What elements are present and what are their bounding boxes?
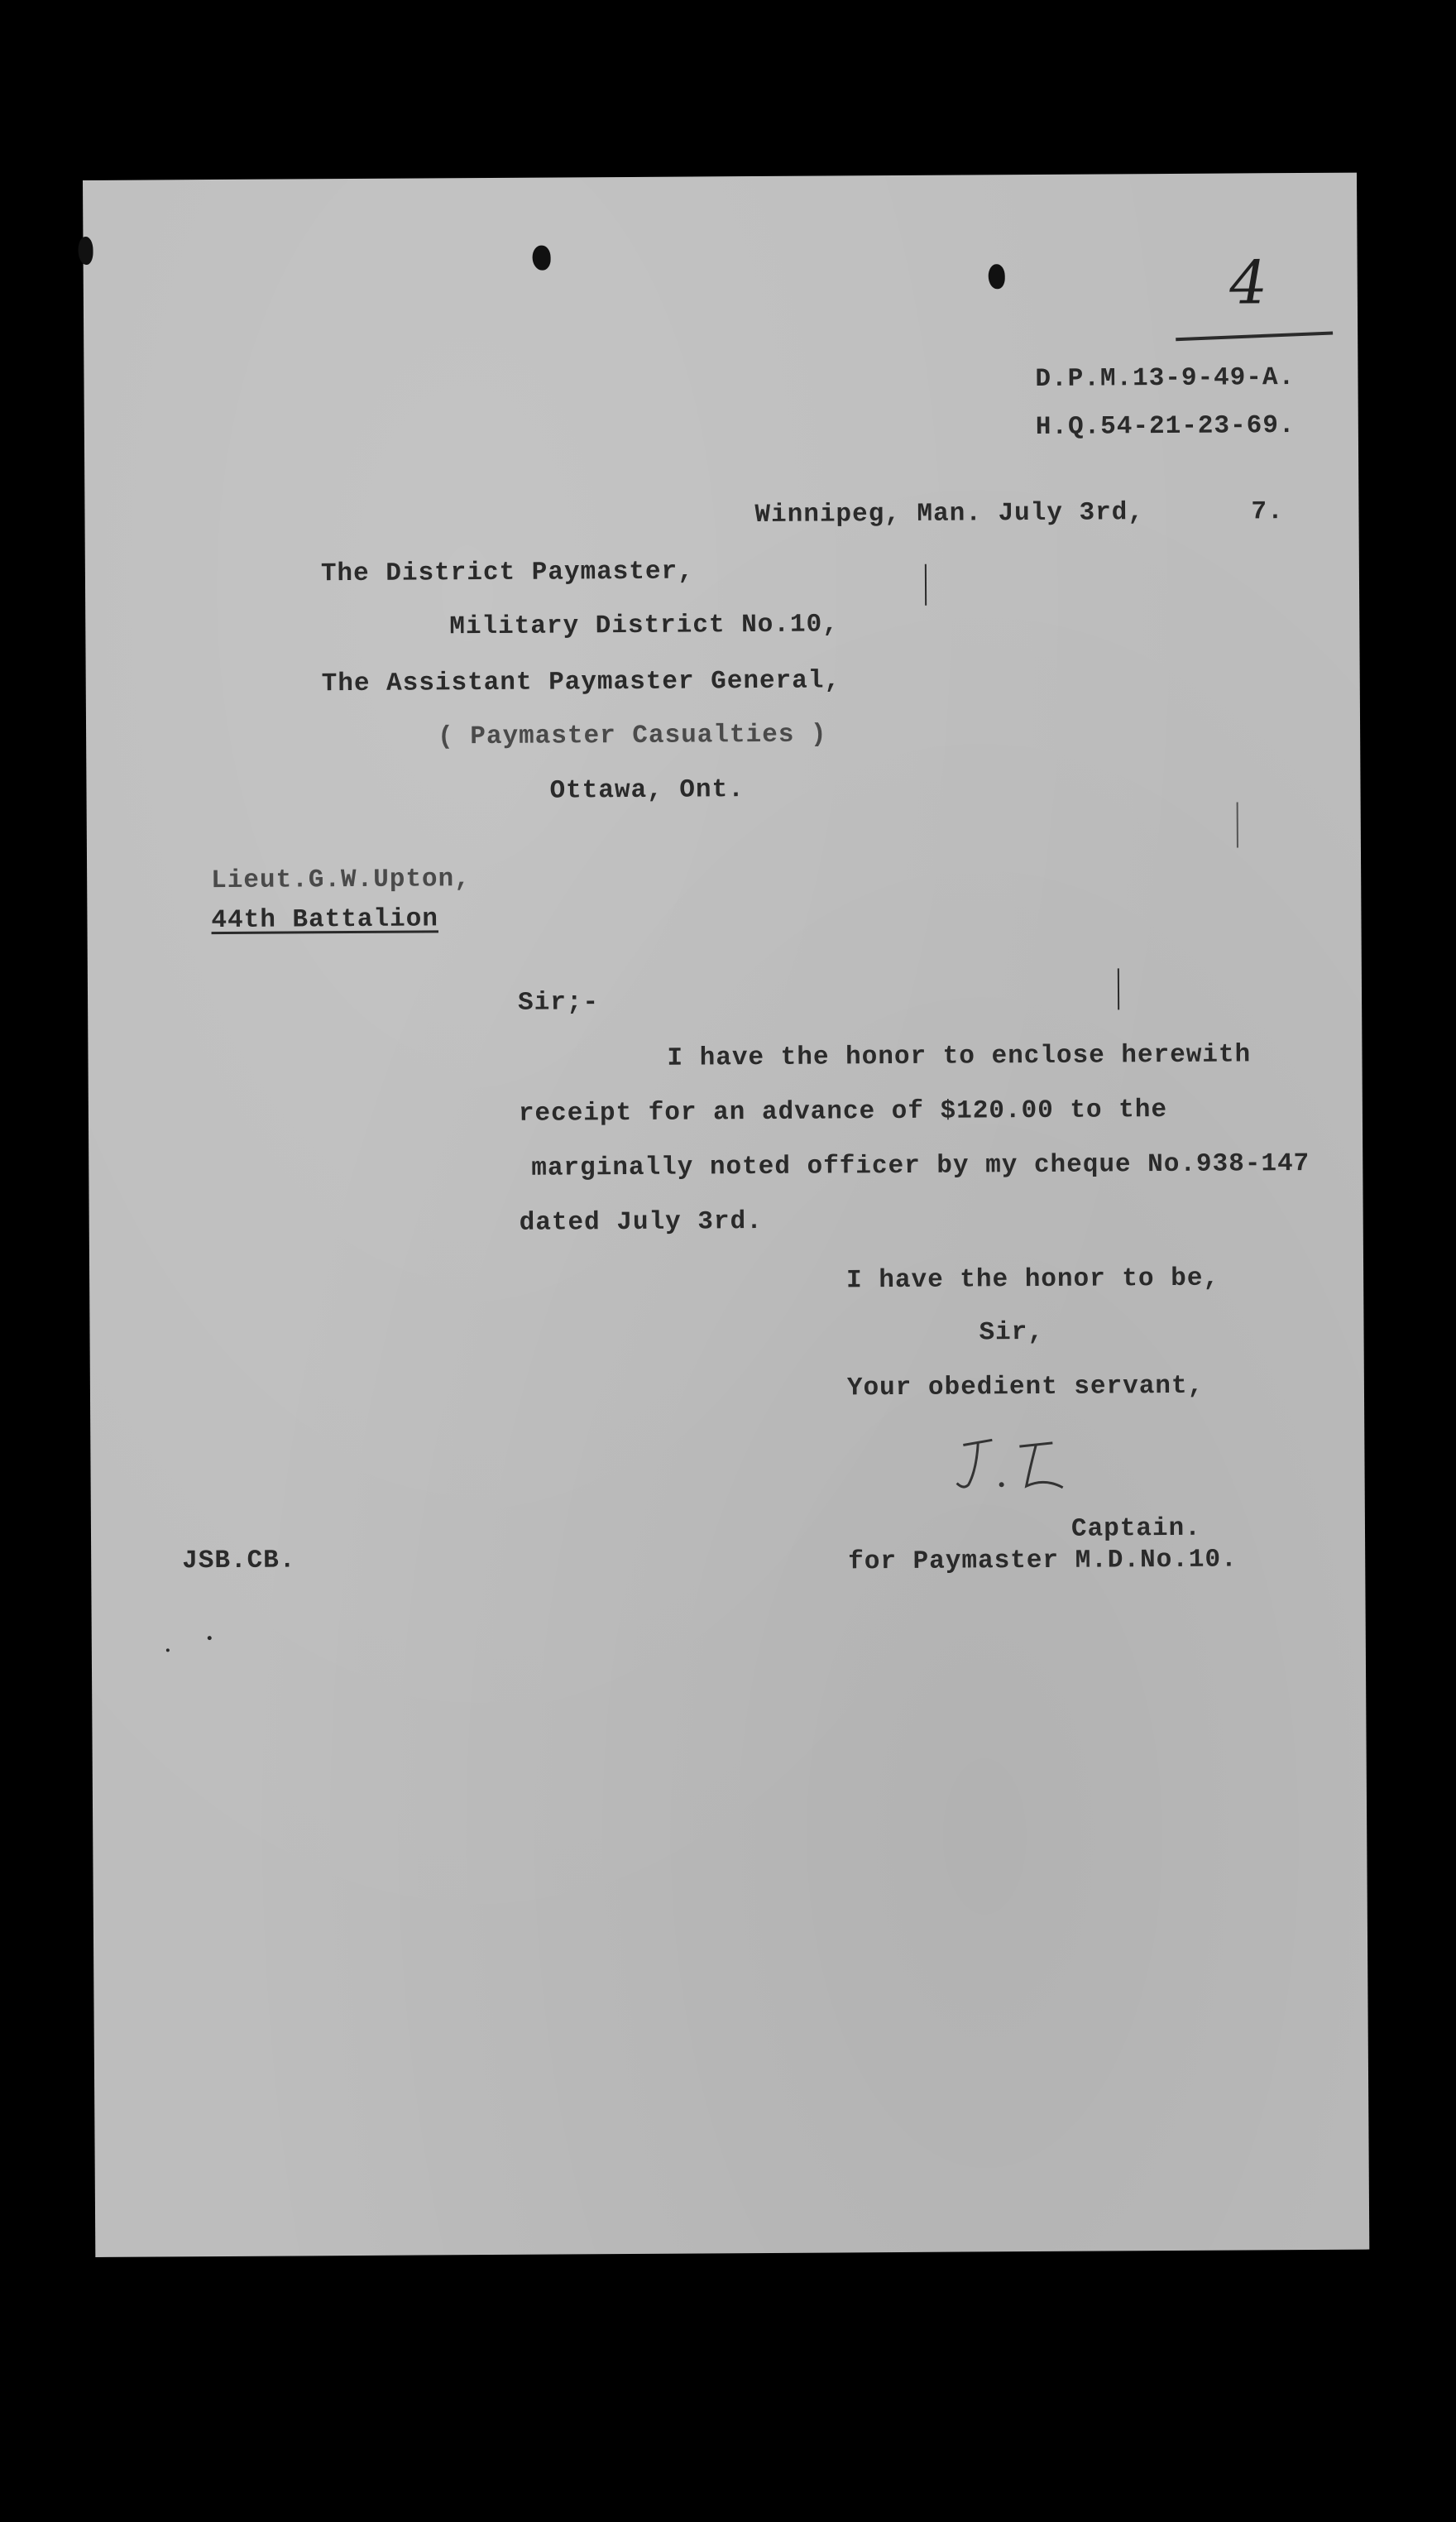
closing-line-2: Sir, <box>979 1317 1045 1348</box>
edge-tear <box>78 237 93 265</box>
margin-note-battalion: 44th Battalion <box>211 904 439 936</box>
letter-page <box>83 173 1369 2257</box>
stray-mark <box>1118 968 1119 1009</box>
addressee-line-1: The District Paymaster, <box>320 557 694 589</box>
body-line-1: I have the honor to enclose herewith <box>667 1040 1252 1073</box>
typist-initials: JSB.CB. <box>182 1546 296 1576</box>
closing-line-1: I have the honor to be, <box>846 1263 1220 1296</box>
body-line-4: dated July 3rd. <box>519 1207 763 1238</box>
stray-mark <box>925 564 927 606</box>
salutation: Sir;- <box>517 988 600 1018</box>
closing-line-3: Your obedient servant, <box>846 1371 1205 1403</box>
pen-stroke <box>1176 331 1333 341</box>
signature <box>946 1436 1079 1503</box>
addressee-line-2: Military District No.10, <box>449 610 839 642</box>
stray-mark <box>1237 802 1238 847</box>
margin-note-officer: Lieut.G.W.Upton, <box>211 865 471 896</box>
addressee-line-4: ( Paymaster Casualties ) <box>438 720 827 752</box>
addressee-line-3: The Assistant Paymaster General, <box>321 666 841 699</box>
body-line-2: receipt for an advance of $120.00 to the <box>518 1096 1168 1129</box>
addressee-line-5: Ottawa, Ont. <box>549 775 745 806</box>
stray-dot <box>208 1636 212 1640</box>
signer-rank: Captain. <box>1070 1513 1201 1544</box>
date-year-tail: 7. <box>1251 497 1284 527</box>
file-reference-hq: H.Q.54-21-23-69. <box>1035 411 1296 442</box>
punch-hole-right <box>989 264 1005 289</box>
stray-dot <box>166 1648 170 1652</box>
punch-hole-left <box>532 246 550 271</box>
signer-title: for Paymaster M.D.No.10. <box>848 1545 1238 1577</box>
page-number-mark: 4 <box>1223 247 1274 318</box>
file-reference-dpm: D.P.M.13-9-49-A. <box>1035 363 1296 394</box>
place-date: Winnipeg, Man. July 3rd, <box>754 498 1145 530</box>
body-line-3: marginally noted officer by my cheque No.938-147 <box>531 1148 1310 1183</box>
